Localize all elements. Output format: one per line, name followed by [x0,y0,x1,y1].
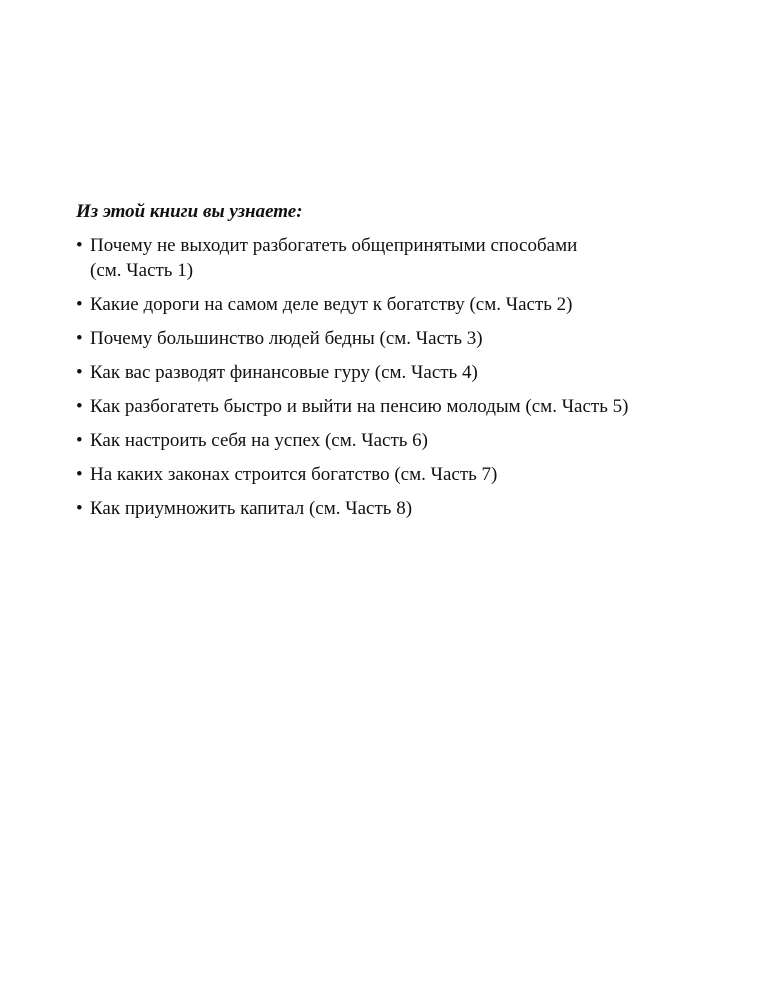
bullet-icon: • [76,396,83,417]
bullet-icon: • [76,464,83,485]
list-item [76,292,696,317]
bullet-icon: • [76,498,83,519]
list-item-text: (см. Часть 1) [90,260,194,281]
bullet-icon: • [76,362,83,383]
list-item-text: Почему не выходит разбогатеть общепринятыми способами [90,235,578,256]
bullet-icon: • [76,235,83,256]
list-item [76,326,696,351]
topics-list [76,233,696,521]
list-item [76,462,696,487]
bullet-icon: • [76,294,83,315]
list-item-text: Как приумножить капитал (см. Часть 8) [90,498,413,519]
list-item [76,394,696,419]
list-item [76,496,696,521]
list-item [76,360,696,385]
list-item [76,428,696,453]
section-heading: Из этой книги вы узнаете: [76,201,303,222]
list-item-text: Как настроить себя на успех (см. Часть 6) [90,430,429,451]
list-item-text: Какие дороги на самом деле ведут к богатству (см. Часть 2) [90,294,573,315]
list-item-text: На каких законах строится богатство (см. Часть 7) [90,464,498,485]
bullet-icon: • [76,430,83,451]
page-content [76,199,696,530]
list-item [76,233,696,283]
list-item-text: Как вас разводят финансовые гуру (см. Часть 4) [90,362,478,383]
bullet-icon: • [76,328,83,349]
list-item-text: Как разбогатеть быстро и выйти на пенсию молодым (см. Часть 5) [90,396,629,417]
list-item-text: Почему большинство людей бедны (см. Часть 3) [90,328,483,349]
